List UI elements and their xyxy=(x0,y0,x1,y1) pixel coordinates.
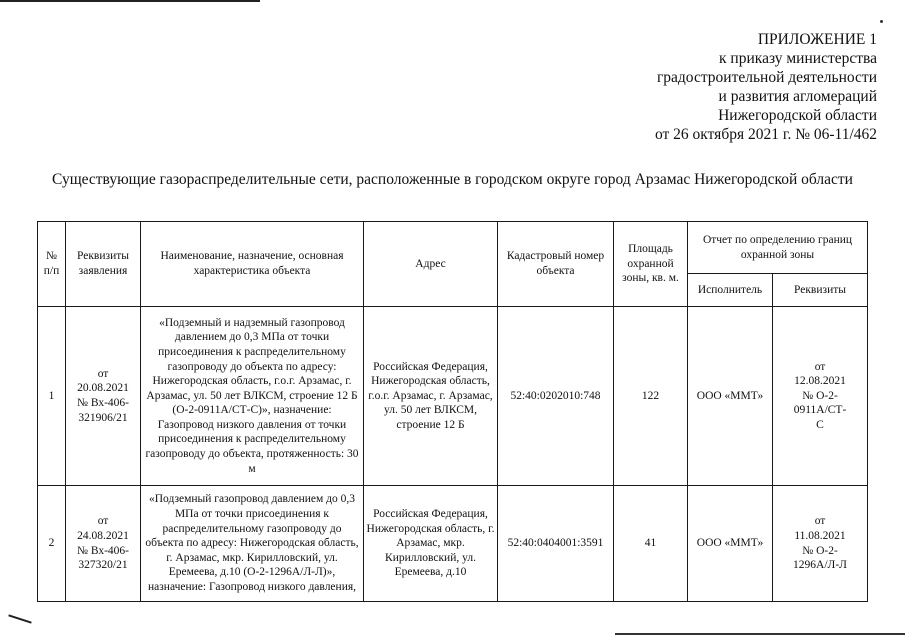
row-number: 2 xyxy=(38,486,66,602)
appendix-header-line: от 26 октября 2021 г. № 06-11/462 xyxy=(654,126,877,143)
scan-artifact-dot xyxy=(880,20,883,23)
scan-artifact-bottom-line xyxy=(615,633,905,635)
header-number: № п/п xyxy=(38,222,66,307)
row-number: 1 xyxy=(38,307,66,486)
row-protection-zone-area: 122 xyxy=(614,307,688,486)
document-title: Существующие газораспределительные сети, расположенные в городском округе город Арзамас Нижегородской области xyxy=(52,171,853,188)
row-report-requisites: от 12.08.2021 № О-2- 0911А/СТ- С xyxy=(773,307,868,486)
row-address: Российская Федерация, Нижегородская область, г. Арзамас, мкр. Кирилловский, ул. Еремеева, д.10 xyxy=(364,486,498,602)
table-row xyxy=(38,486,868,602)
header-cadastral-number: Кадастровый номер объекта xyxy=(498,222,614,307)
header-description: Наименование, назначение, основная характеристика объекта xyxy=(141,222,364,307)
appendix-header-line: и развития агломераций xyxy=(718,88,877,105)
table-row xyxy=(38,307,868,486)
row-application-requisites: от 24.08.2021 № Вх-406- 327320/21 xyxy=(66,486,141,602)
row-report-requisites: от 11.08.2021 № О-2- 1296А/Л-Л xyxy=(773,486,868,602)
appendix-header xyxy=(655,30,877,144)
appendix-header-line: Нижегородской области xyxy=(718,107,877,124)
row-application-requisites: от 20.08.2021 № Вх-406- 321906/21 xyxy=(66,307,141,486)
gas-networks-table xyxy=(37,221,868,602)
header-executor: Исполнитель xyxy=(688,274,773,307)
row-description: «Подземный и надземный газопровод давлением до 0,3 МПа от точки присоединения к распределительному газопроводу до объекта по адресу: Нижегородская область, г.о.г. Арзамас, г. Арзамас, ул. 50 лет ВЛКСМ, строение 12 Б (О-2-0911А/СТ-С)», назначение: Газопровод низкого давления от точки присоединения к распределительному газопроводу до объекта, протяженность: 30 м xyxy=(141,307,364,486)
row-cadastral-number: 52:40:0202010:748 xyxy=(498,307,614,486)
row-protection-zone-area: 41 xyxy=(614,486,688,602)
row-cadastral-number: 52:40:0404001:3591 xyxy=(498,486,614,602)
scan-artifact-top-line xyxy=(0,0,260,2)
header-address: Адрес xyxy=(364,222,498,307)
scan-artifact-mark xyxy=(8,614,31,623)
header-report-requisites: Реквизиты xyxy=(773,274,868,307)
row-description: «Подземный газопровод давлением до 0,3 МПа от точки присоединения к распределительному газопроводу до объекта по адресу: Нижегородская область, г. Арзамас, мкр. Кирилловский, ул. Еремеева, д.10 (О-2-1296А/Л-Л)», назначение: Газопровод низкого давления, xyxy=(141,486,364,602)
header-application-requisites: Реквизиты заявления xyxy=(66,222,141,307)
row-executor: ООО «ММТ» xyxy=(688,307,773,486)
header-protection-zone-report: Отчет по определению границ охранной зоны xyxy=(688,222,868,274)
appendix-header-line: градостроительной деятельности xyxy=(656,69,877,86)
header-protection-zone-area: Площадь охранной зоны, кв. м. xyxy=(614,222,688,307)
row-address: Российская Федерация, Нижегородская область, г.о.г. Арзамас, г. Арзамас, ул. 50 лет ВЛКСМ, строение 12 Б xyxy=(364,307,498,486)
appendix-header-line: ПРИЛОЖЕНИЕ 1 xyxy=(757,31,877,48)
row-executor: ООО «ММТ» xyxy=(688,486,773,602)
appendix-header-line: к приказу министерства xyxy=(719,50,877,67)
